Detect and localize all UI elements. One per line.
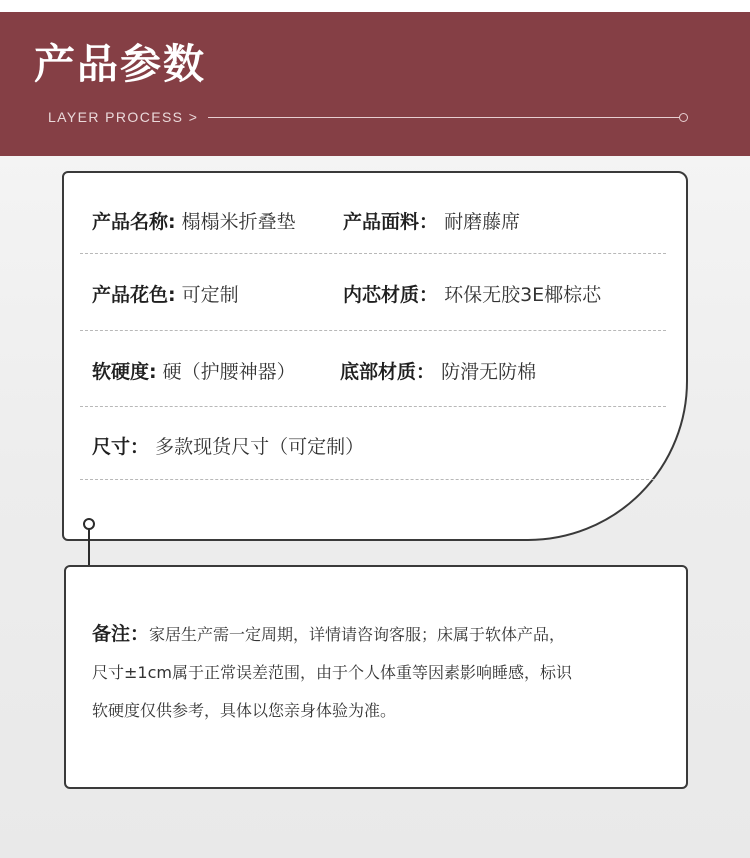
note-line-2: 尺寸±1cm属于正常误差范围，由于个人体重等因素影响睡感，标识 <box>92 663 572 682</box>
row-divider <box>80 406 666 407</box>
row-divider <box>80 330 666 331</box>
note-line <box>92 654 672 692</box>
spec-color-colon: : <box>168 284 176 306</box>
note-card <box>64 565 688 789</box>
spec-size-colon: ： <box>130 436 150 458</box>
top-strip <box>0 0 750 12</box>
page-subtitle: LAYER PROCESS > <box>48 109 199 125</box>
circle-dot-icon <box>679 113 688 122</box>
spec-fabric-value: 耐磨藤席 <box>444 211 521 233</box>
spec-name <box>92 207 296 237</box>
note-line <box>92 692 672 730</box>
spec-row-1 <box>92 207 692 237</box>
spec-fabric-label: 产品面料 <box>343 211 420 233</box>
header-banner <box>0 12 750 156</box>
page-title: 产品参数 <box>34 40 206 88</box>
note-line-3: 软硬度仅供参考，具体以您亲身体验为准。 <box>92 701 397 720</box>
spec-core-value: 环保无胶3E椰棕芯 <box>444 284 602 306</box>
spec-bottom-colon: ： <box>416 361 436 383</box>
spec-fabric <box>343 207 520 237</box>
spec-bottom-value: 防滑无防棉 <box>441 361 537 383</box>
spec-bottom <box>340 357 536 387</box>
spec-core <box>343 280 601 310</box>
spec-row-4 <box>92 432 692 462</box>
spec-size-value: 多款现货尺寸（可定制） <box>155 436 365 458</box>
spec-row-3 <box>92 357 692 387</box>
spec-size-label: 尺寸 <box>92 436 131 458</box>
spec-bottom-label: 底部材质 <box>340 361 417 383</box>
spec-color-value: 可定制 <box>181 284 239 306</box>
spec-color <box>92 280 239 310</box>
spec-hardness-colon: : <box>149 361 157 383</box>
note-label: 备注 <box>92 623 131 645</box>
spec-name-colon: : <box>168 211 176 233</box>
spec-name-label: 产品名称 <box>92 211 169 233</box>
spec-hardness-label: 软硬度 <box>92 361 150 383</box>
header-rule <box>208 117 680 118</box>
circle-connector-icon <box>83 518 95 530</box>
spec-hardness <box>92 357 296 387</box>
spec-card <box>62 171 688 541</box>
spec-hardness-value: 硬（护腰神器） <box>162 361 296 383</box>
spec-fabric-colon: ： <box>419 211 439 233</box>
spec-name-value: 榻榻米折叠垫 <box>181 211 296 233</box>
note-line <box>92 615 672 654</box>
spec-row-2 <box>92 280 692 310</box>
note-text <box>92 615 672 730</box>
spec-color-label: 产品花色 <box>92 284 169 306</box>
note-colon: ： <box>130 623 150 645</box>
spec-size <box>92 432 364 462</box>
spec-core-colon: ： <box>419 284 439 306</box>
row-divider <box>80 479 654 480</box>
row-divider <box>80 253 666 254</box>
spec-core-label: 内芯材质 <box>343 284 420 306</box>
note-line-1: 家居生产需一定周期，详情请咨询客服；床属于软体产品， <box>149 625 566 644</box>
